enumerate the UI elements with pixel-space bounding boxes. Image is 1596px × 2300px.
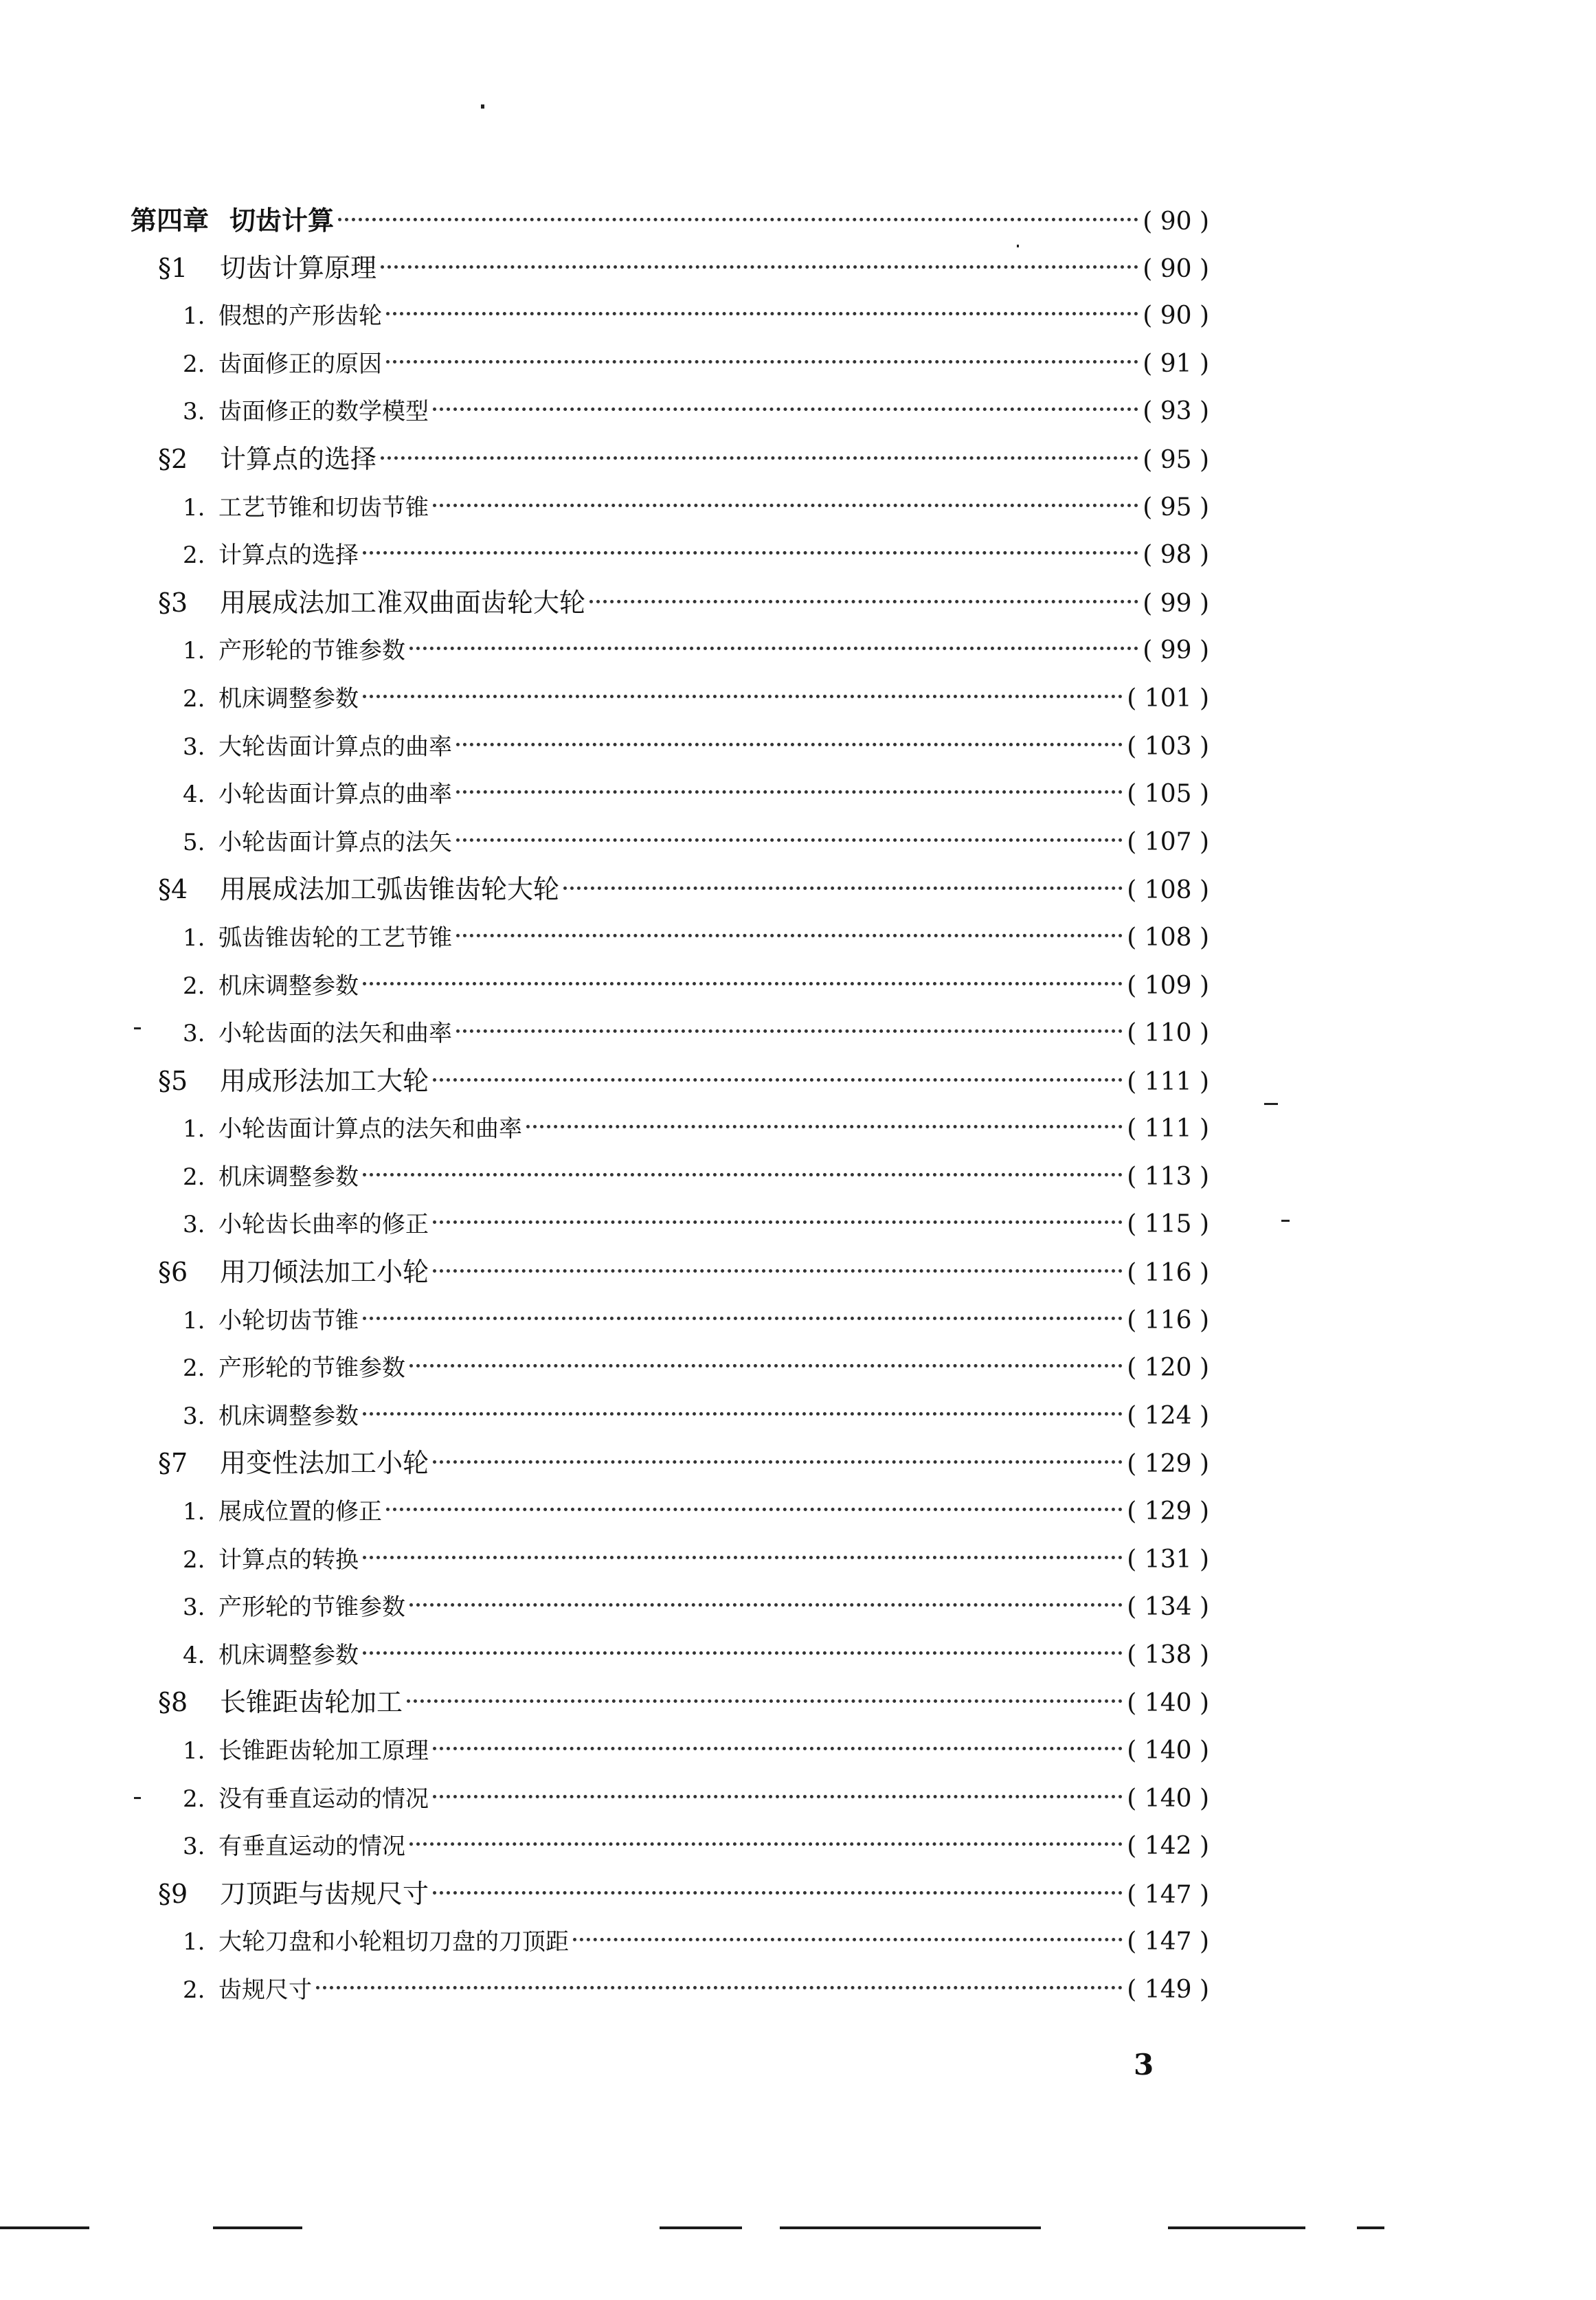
toc-item-entry	[131, 1488, 1209, 1536]
toc-item-entry	[131, 914, 1209, 962]
toc-entry-page: ( 90 )	[1143, 208, 1209, 236]
toc-entry-page: ( 111 )	[1127, 1067, 1209, 1096]
toc-entry-title: 用成形法加工大轮	[220, 1065, 429, 1096]
toc-entry-number: §9	[158, 1878, 188, 1909]
toc-entry-page: ( 134 )	[1127, 1593, 1209, 1622]
dot-leader	[456, 1029, 1123, 1033]
toc-entry-title: 小轮齿面的法矢和曲率	[218, 1020, 452, 1048]
toc-entry-number: 2.	[183, 684, 205, 713]
scan-edge-mark	[660, 2226, 742, 2229]
toc-entry-page: ( 140 )	[1127, 1689, 1209, 1718]
dot-leader	[386, 1508, 1123, 1511]
toc-entry-title: 产形轮的节锥参数	[218, 637, 405, 665]
toc-section-entry	[131, 1679, 1209, 1727]
toc-entry-number: 1.	[183, 493, 205, 522]
toc-item-entry	[131, 388, 1209, 436]
toc-entry-title: 切齿计算原理	[220, 252, 377, 283]
toc-entry-number: 3.	[183, 1211, 205, 1239]
toc-item-entry	[131, 818, 1209, 867]
toc-item-entry	[131, 1009, 1209, 1058]
toc-entry-page: ( 99 )	[1143, 589, 1209, 618]
toc-entry-number: 1.	[183, 637, 205, 665]
dot-leader	[363, 695, 1123, 698]
toc-entry-page: ( 103 )	[1127, 732, 1209, 761]
toc-entry-page: ( 149 )	[1127, 1975, 1209, 2004]
dot-leader	[381, 456, 1138, 460]
dot-leader	[589, 600, 1138, 603]
toc-entry-page: ( 140 )	[1127, 1784, 1209, 1813]
toc-entry-page: ( 110 )	[1127, 1019, 1209, 1048]
toc-entry-number: §3	[158, 587, 188, 618]
toc-entry-title: 产形轮的节锥参数	[218, 1354, 405, 1383]
toc-entry-number: 1.	[183, 1115, 205, 1143]
toc-entry-number: 3.	[183, 1833, 205, 1861]
toc-entry-title: 长锥距齿轮加工	[220, 1687, 403, 1718]
dot-leader	[456, 934, 1123, 937]
scan-speck	[1264, 1103, 1278, 1105]
toc-entry-number: 2.	[183, 350, 205, 378]
toc-entry-page: ( 115 )	[1127, 1210, 1209, 1239]
toc-item-entry	[131, 1727, 1209, 1775]
toc-section-entry	[131, 866, 1209, 914]
toc-entry-number: 3.	[183, 1402, 205, 1430]
dot-leader	[433, 504, 1138, 507]
dot-leader	[363, 1412, 1123, 1416]
toc-entry-title: 机床调整参数	[218, 684, 359, 713]
toc-entry-title: 用变性法加工小轮	[220, 1448, 429, 1479]
dot-leader	[363, 1317, 1123, 1320]
toc-entry-number: §7	[158, 1448, 188, 1479]
toc-entry-page: ( 147 )	[1127, 1928, 1209, 1956]
toc-item-entry	[131, 723, 1209, 771]
toc-entry-title: 齿规尺寸	[218, 1976, 312, 2004]
dot-leader	[363, 1556, 1123, 1559]
toc-entry-title: 齿面修正的数学模型	[218, 398, 429, 426]
toc-entry-page: ( 90 )	[1143, 302, 1209, 331]
toc-entry-page: ( 98 )	[1143, 541, 1209, 570]
toc-entry-title: 产形轮的节锥参数	[218, 1594, 405, 1622]
toc-entry-page: ( 101 )	[1127, 684, 1209, 713]
toc-entry-page: ( 111 )	[1127, 1115, 1209, 1143]
toc-item-entry	[131, 1297, 1209, 1345]
toc-entry-page: ( 91 )	[1143, 349, 1209, 378]
dot-leader	[363, 1651, 1123, 1655]
toc-entry-page: ( 116 )	[1127, 1306, 1209, 1335]
toc-entry-page: ( 108 )	[1127, 923, 1209, 952]
toc-entry-number: §2	[158, 443, 188, 474]
toc-entry-number: 1.	[183, 1306, 205, 1335]
toc-entry-title: 没有垂直运动的情况	[218, 1785, 429, 1813]
toc-entry-page: ( 109 )	[1127, 971, 1209, 1000]
toc-entry-title: 计算点的转换	[218, 1545, 359, 1574]
toc-entry-page: ( 116 )	[1127, 1259, 1209, 1288]
toc-item-entry	[131, 484, 1209, 532]
scan-edge-mark	[1168, 2226, 1305, 2229]
toc-item-entry	[131, 1153, 1209, 1201]
toc-entry-page: ( 131 )	[1127, 1545, 1209, 1574]
toc-entry-title: 计算点的选择	[220, 443, 377, 474]
dot-leader	[433, 1891, 1123, 1895]
toc-entry-number: 2.	[183, 1785, 205, 1813]
toc-section-entry	[131, 579, 1209, 627]
dot-leader	[573, 1938, 1123, 1941]
dot-leader	[433, 407, 1138, 411]
dot-leader	[363, 982, 1123, 985]
scan-edge-mark	[780, 2226, 1041, 2229]
toc-entry-number: 第四章	[131, 205, 210, 236]
toc-entry-number: 5.	[183, 828, 205, 856]
toc-item-entry	[131, 770, 1209, 818]
toc-entry-number: §4	[158, 874, 188, 905]
toc-chapter-entry	[131, 197, 1209, 245]
toc-item-entry	[131, 292, 1209, 340]
dot-leader	[316, 1986, 1123, 1989]
toc-entry-title: 用展成法加工准双曲面齿轮大轮	[220, 587, 586, 618]
dot-leader	[386, 312, 1138, 315]
toc-item-entry	[131, 1344, 1209, 1392]
toc-entry-number: §8	[158, 1687, 188, 1718]
toc-entry-title: 弧齿锥齿轮的工艺节锥	[218, 924, 452, 952]
toc-entry-title: 机床调整参数	[218, 972, 359, 1000]
dot-leader	[433, 1078, 1123, 1082]
scan-speck	[1281, 1220, 1290, 1222]
toc-section-entry	[131, 245, 1209, 293]
toc-entry-number: 1.	[183, 1928, 205, 1956]
toc-item-entry	[131, 1822, 1209, 1871]
toc-item-entry	[131, 1918, 1209, 1966]
toc-entry-title: 小轮齿面计算点的法矢和曲率	[218, 1115, 522, 1143]
toc-entry-page: ( 107 )	[1127, 827, 1209, 856]
toc-entry-title: 小轮齿长曲率的修正	[218, 1211, 429, 1239]
toc-entry-title: 工艺节锥和切齿节锥	[218, 493, 429, 522]
toc-item-entry	[131, 627, 1209, 675]
toc-entry-number: 3.	[183, 733, 205, 761]
dot-leader	[386, 360, 1138, 364]
toc-entry-number: 1.	[183, 924, 205, 952]
toc-entry-number: 4.	[183, 1641, 205, 1669]
toc-entry-number: 3.	[183, 1020, 205, 1048]
toc-entry-title: 齿面修正的原因	[218, 350, 382, 378]
toc-section-entry	[131, 1440, 1209, 1488]
dot-leader	[433, 1795, 1123, 1798]
toc-entry-number: 2.	[183, 1163, 205, 1191]
toc-entry-page: ( 129 )	[1127, 1497, 1209, 1526]
toc-entry-number: 3.	[183, 1594, 205, 1622]
dot-leader	[433, 1220, 1123, 1224]
scan-speck	[481, 104, 484, 109]
toc-item-entry	[131, 1966, 1209, 2014]
toc-entry-title: 机床调整参数	[218, 1163, 359, 1191]
toc-entry-number: 2.	[183, 1545, 205, 1574]
toc-entry-number: 2.	[183, 972, 205, 1000]
dot-leader	[409, 1364, 1123, 1367]
dot-leader	[563, 886, 1123, 890]
toc-item-entry	[131, 1105, 1209, 1153]
toc-entry-page: ( 124 )	[1127, 1401, 1209, 1430]
toc-entry-page: ( 93 )	[1143, 397, 1209, 426]
toc-entry-page: ( 90 )	[1143, 254, 1209, 283]
toc-item-entry	[131, 531, 1209, 579]
dot-leader	[456, 743, 1123, 746]
toc-entry-number: 2.	[183, 1354, 205, 1383]
toc-entry-number: 1.	[183, 302, 205, 331]
toc-entry-title: 机床调整参数	[218, 1641, 359, 1669]
toc-entry-number: 1.	[183, 1498, 205, 1526]
toc-entry-title: 有垂直运动的情况	[218, 1833, 405, 1861]
toc-entry-title: 假想的产形齿轮	[218, 302, 382, 331]
toc-entry-title: 小轮齿面计算点的法矢	[218, 828, 452, 856]
toc-item-entry	[131, 675, 1209, 723]
toc-item-entry	[131, 1536, 1209, 1584]
dot-leader	[363, 551, 1138, 555]
toc-entry-number: 2.	[183, 1976, 205, 2004]
dot-leader	[409, 1842, 1123, 1846]
toc-entry-number: §6	[158, 1257, 188, 1288]
scan-speck	[134, 1797, 141, 1799]
toc-entry-number: 4.	[183, 781, 205, 809]
dot-leader	[433, 1460, 1123, 1464]
toc-entry-title: 小轮齿面计算点的曲率	[218, 781, 452, 809]
toc-item-entry	[131, 1775, 1209, 1823]
toc-entry-title: 展成位置的修正	[218, 1498, 382, 1526]
toc-entry-number: 1.	[183, 1737, 205, 1765]
dot-leader	[409, 647, 1138, 650]
toc-entry-page: ( 138 )	[1127, 1640, 1209, 1669]
dot-leader	[363, 1173, 1123, 1176]
dot-leader	[433, 1269, 1123, 1273]
toc-entry-page: ( 113 )	[1127, 1162, 1209, 1191]
toc-entry-title: 用刀倾法加工小轮	[220, 1257, 429, 1288]
toc-section-entry	[131, 1871, 1209, 1919]
toc-entry-title: 大轮齿面计算点的曲率	[218, 733, 452, 761]
toc-entry-page: ( 129 )	[1127, 1450, 1209, 1479]
toc-entry-title: 机床调整参数	[218, 1402, 359, 1430]
dot-leader	[409, 1603, 1123, 1607]
toc-item-entry	[131, 1631, 1209, 1679]
toc-entry-title: 大轮刀盘和小轮粗切刀盘的刀顶距	[218, 1928, 569, 1956]
scan-edge-mark	[213, 2226, 302, 2229]
scan-edge-mark	[1357, 2226, 1384, 2229]
toc-entry-page: ( 105 )	[1127, 780, 1209, 809]
toc-entry-number: §1	[158, 252, 188, 283]
toc-item-entry	[131, 1583, 1209, 1631]
dot-leader	[526, 1125, 1123, 1128]
toc-entry-page: ( 95 )	[1143, 493, 1209, 522]
toc-item-entry	[131, 340, 1209, 388]
toc-entry-number: 3.	[183, 398, 205, 426]
dot-leader	[456, 838, 1123, 842]
toc-entry-page: ( 108 )	[1127, 876, 1209, 905]
toc-entry-page: ( 142 )	[1127, 1832, 1209, 1861]
toc-entry-title: 刀顶距与齿规尺寸	[220, 1878, 429, 1909]
toc-entry-page: ( 147 )	[1127, 1880, 1209, 1909]
toc-section-entry	[131, 436, 1209, 484]
page-number: 3	[1134, 2048, 1154, 2081]
dot-leader	[338, 218, 1138, 221]
scan-speck	[134, 1027, 141, 1029]
toc-entry-title: 计算点的选择	[218, 541, 359, 570]
toc-entry-title: 长锥距齿轮加工原理	[218, 1737, 429, 1765]
toc-entry-number: 2.	[183, 541, 205, 570]
toc-entry-title: 用展成法加工弧齿锥齿轮大轮	[220, 874, 560, 905]
dot-leader	[456, 790, 1123, 794]
toc-section-entry	[131, 1058, 1209, 1106]
toc-item-entry	[131, 1201, 1209, 1249]
toc-entry-page: ( 95 )	[1143, 445, 1209, 474]
scan-speck	[1017, 245, 1019, 247]
toc-section-entry	[131, 1249, 1209, 1297]
toc-item-entry	[131, 1392, 1209, 1440]
toc-entry-number: §5	[158, 1065, 188, 1096]
dot-leader	[407, 1699, 1123, 1703]
toc-entry-title: 小轮切齿节锥	[218, 1306, 359, 1335]
table-of-contents	[131, 197, 1209, 2014]
dot-leader	[381, 265, 1138, 269]
toc-item-entry	[131, 962, 1209, 1010]
toc-entry-page: ( 140 )	[1127, 1737, 1209, 1765]
scan-edge-mark	[0, 2226, 89, 2229]
toc-entry-page: ( 99 )	[1143, 636, 1209, 665]
toc-entry-page: ( 120 )	[1127, 1354, 1209, 1383]
dot-leader	[433, 1747, 1123, 1750]
toc-entry-title: 切齿计算	[229, 205, 335, 236]
